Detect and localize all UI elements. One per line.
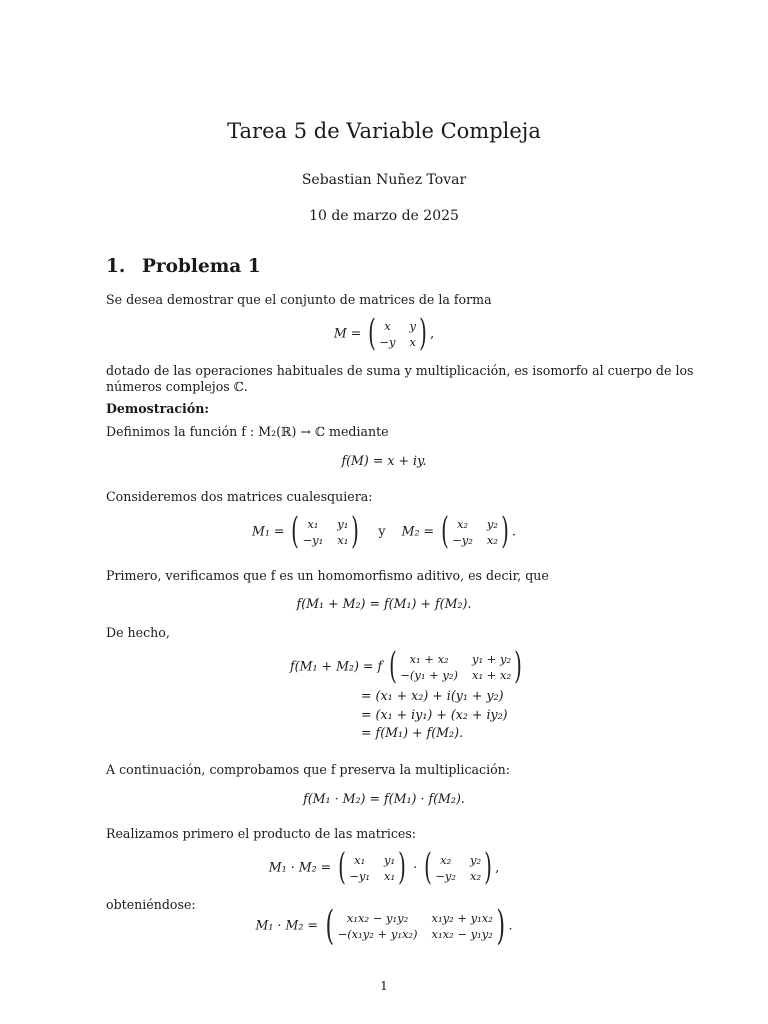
- section-number: 1.: [106, 256, 126, 277]
- matrix-cell: y₂: [486, 516, 498, 531]
- section-heading: [106, 256, 261, 277]
- equation-chain-first: [290, 646, 525, 687]
- matrix-cell: y₂: [470, 852, 482, 867]
- eq-dot: ·: [413, 859, 418, 875]
- eq-pair-tail: .: [512, 523, 517, 539]
- matrix-cell: y₁: [384, 852, 396, 867]
- matrix-cell: x₂: [486, 532, 498, 547]
- eq-m-tail: ,: [430, 325, 435, 341]
- eq-prod-lhs: M₁ · M₂ =: [268, 859, 332, 875]
- eq-m1-lhs: M₁ =: [251, 523, 285, 539]
- matrix-cell: x₁x₂ − y₁y₂: [346, 910, 409, 925]
- eq-chain-lhs: f(M₁ + M₂) = f: [290, 658, 383, 674]
- paragraph-obteniendose: obteniéndose:: [106, 897, 196, 912]
- paragraph-realizamos: Realizamos primero el producto de las matrices:: [106, 826, 417, 841]
- matrix-m: ( x y −y x ): [368, 313, 427, 354]
- paragraph-consideremos: Consideremos dos matrices cualesquiera:: [106, 489, 373, 504]
- matrix-cell: x₁: [384, 868, 396, 883]
- document-date: 10 de marzo de 2025: [309, 208, 459, 224]
- eq-result-lhs: M₁ · M₂ =: [255, 917, 318, 933]
- paragraph-primero: Primero, verificamos que f es un homomorfismo aditivo, es decir, que: [106, 568, 549, 583]
- paragraph-continuacion: A continuación, comprobamos que f preserva la multiplicación:: [106, 762, 511, 777]
- matrix-cell: x: [384, 318, 391, 333]
- matrix-cell: x₁x₂ − y₁y₂: [431, 926, 493, 941]
- matrix-cell: x₁: [354, 852, 366, 867]
- page-number: 1: [380, 979, 388, 993]
- eq-result-tail: .: [508, 917, 513, 933]
- equation-product: [0, 847, 768, 888]
- paragraph-dehecho: De hecho,: [106, 625, 170, 640]
- equation-m-matrix: [0, 313, 768, 354]
- eq-prod-tail: ,: [495, 859, 500, 875]
- section-title: Problema 1: [142, 256, 261, 277]
- matrix-cell: y: [409, 318, 417, 333]
- matrix-cell: x: [409, 334, 417, 349]
- document-title: Tarea 5 de Variable Compleja: [227, 119, 541, 143]
- chain-line: = f(M₁) + f(M₂).: [361, 725, 463, 740]
- matrix-cell: −y: [379, 334, 396, 349]
- paragraph-isomorfo: dotado de las operaciones habituales de suma y multiplicación, es isomorfo al cuerpo de los números complejos ℂ.: [106, 363, 694, 394]
- matrix-cell: x₁: [337, 532, 349, 547]
- matrix-cell: x₁y₂ + y₁x₂: [431, 910, 493, 925]
- matrix-cell: −(y₁ + y₂): [400, 667, 458, 682]
- matrix-cell: x₂: [456, 516, 469, 531]
- matrix-cell: x₂: [470, 868, 482, 883]
- matrix-m2: ( x₂ y₂ −y₂ x₂ ): [441, 511, 509, 552]
- document-author: Sebastian Nuñez Tovar: [301, 172, 467, 188]
- equation-f-definition: f(M) = x + iy.: [341, 453, 427, 468]
- chain-line: = (x₁ + iy₁) + (x₂ + iy₂): [361, 706, 508, 722]
- matrix-cell: x₁ + x₂: [409, 651, 449, 666]
- demostracion-label: Demostración:: [106, 401, 210, 416]
- equation-additive: f(M₁ + M₂) = f(M₁) + f(M₂).: [296, 596, 472, 611]
- equation-chain-rest: [361, 687, 508, 743]
- matrix-cell: x₁: [307, 516, 319, 531]
- matrix-b: ( x₂ y₂ −y₂ x₂ ): [424, 847, 493, 888]
- matrix-cell: x₁ + x₂: [472, 667, 512, 682]
- matrix-cell: −y₂: [452, 532, 473, 547]
- matrix-cell: −y₁: [349, 868, 371, 883]
- matrix-cell: y₁ + y₂: [472, 651, 512, 666]
- eq-m-lhs: M =: [333, 325, 362, 341]
- matrix-a: ( x₁ y₁ −y₁ x₁ ): [338, 847, 407, 888]
- matrix-sum: ( x₁ + x₂ y₁ + y₂ −(y₁ + y₂) x₁ + x₂ ): [389, 646, 523, 687]
- paragraph-definimos: Definimos la función f : M₂(ℝ) → ℂ mediante: [106, 424, 389, 439]
- eq-m2-lhs: M₂ =: [401, 523, 435, 539]
- matrix-cell: −y₁: [302, 532, 324, 547]
- chain-line: = (x₁ + x₂) + i(y₁ + y₂): [361, 688, 504, 703]
- matrix-result: ( x₁x₂ − y₁y₂ x₁y₂ + y₁x₂ −(x₁y₂ + y₁x₂) x₁x₂ − y₁y₂ ): [325, 903, 505, 949]
- matrix-cell: x₂: [440, 852, 452, 867]
- equation-matrix-pair: [0, 511, 768, 552]
- matrix-cell: y₁: [337, 516, 349, 531]
- matrix-cell: −y₂: [435, 868, 457, 883]
- equation-multiplicative: f(M₁ · M₂) = f(M₁) · f(M₂).: [303, 791, 465, 806]
- eq-conjunction: y: [378, 523, 386, 539]
- paragraph-intro: Se desea demostrar que el conjunto de matrices de la forma: [106, 292, 492, 307]
- matrix-cell: −(x₁y₂ + y₁x₂): [337, 926, 418, 941]
- matrix-m1: ( x₁ y₁ −y₁ x₁ ): [291, 511, 360, 552]
